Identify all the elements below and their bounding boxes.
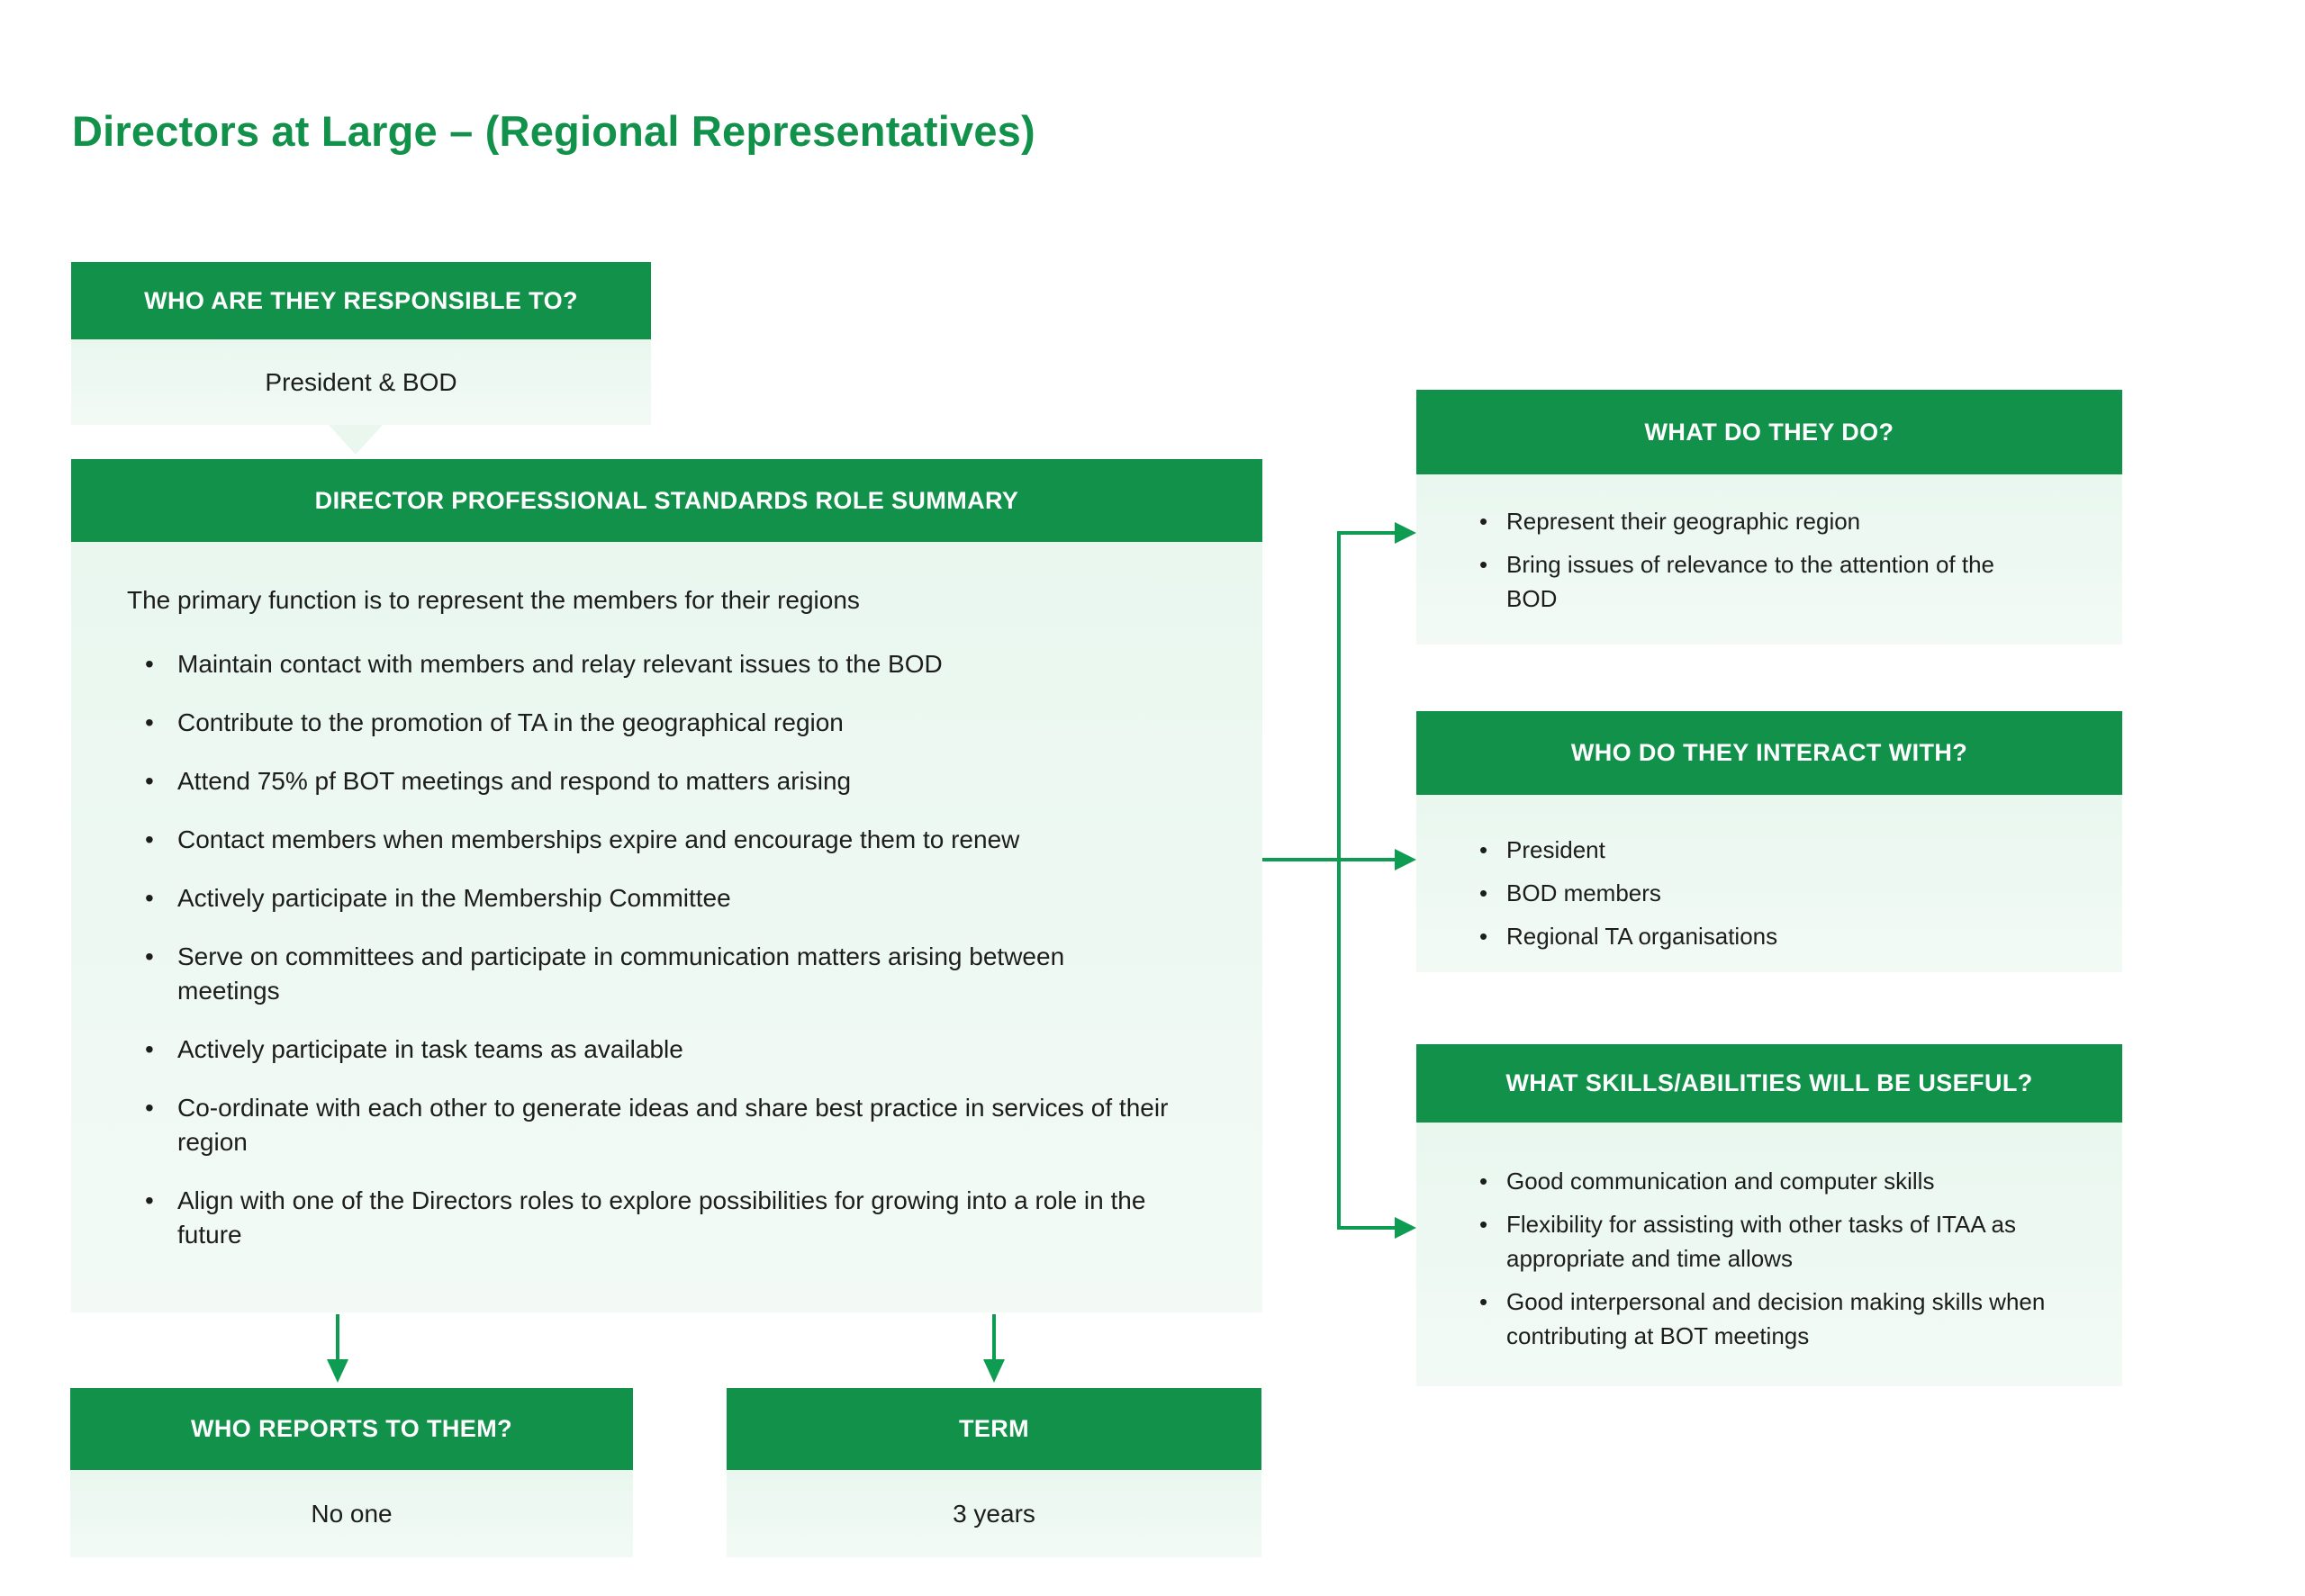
bullet-item: • President [1479,833,2047,867]
arrowhead-interact-with-icon [1395,849,1416,870]
bullet-item: • Good communication and computer skills [1479,1164,2047,1198]
bullet-item: • Flexibility for assisting with other tasks of ITAA as appropriate and time allows [1479,1207,2047,1276]
interact-with-box [1416,711,2122,972]
term-box [727,1388,1261,1557]
responsible-to-box [71,262,651,425]
what-do-they-do-list [1479,504,2086,616]
role-summary-list [127,647,1217,1252]
bullet-item: • Align with one of the Directors roles to explore possibilities for growing into a role in the future [127,1184,1171,1252]
bullet-item: • BOD members [1479,876,2047,910]
interact-with-header: WHO DO THEY INTERACT WITH? [1416,711,2122,795]
interact-with-body [1416,795,2122,972]
what-do-they-do-box [1416,390,2122,645]
bullet-item: • Contact members when memberships expire and encourage them to renew [127,823,1171,857]
skills-box [1416,1044,2122,1386]
what-do-they-do-body [1416,474,2122,645]
term-header: TERM [727,1388,1261,1470]
bullet-item: • Bring issues of relevance to the attention of the BOD [1479,547,2047,616]
term-value: 3 years [727,1470,1261,1557]
page-title: Directors at Large – (Regional Representatives) [72,107,1035,155]
bullet-item: • Represent their geographic region [1479,504,2047,538]
arrowhead-term-icon [983,1359,1005,1383]
skills-body [1416,1123,2122,1386]
arrowhead-skills-icon [1395,1217,1416,1239]
bullet-item: • Serve on committees and participate in communication matters arising between meetings [127,940,1171,1008]
responsible-to-value: President & BOD [71,339,651,425]
bullet-item: • Regional TA organisations [1479,919,2047,953]
arrowhead-what-do-they-do-icon [1395,522,1416,544]
bullet-item: • Good interpersonal and decision making skills when contributing at BOT meetings [1479,1285,2047,1353]
role-summary-body [71,542,1262,1312]
bullet-item: • Maintain contact with members and relay relevant issues to the BOD [127,647,1171,681]
skills-header: WHAT SKILLS/ABILITIES WILL BE USEFUL? [1416,1044,2122,1123]
bullet-item: • Co-ordinate with each other to generate ideas and share best practice in services of their region [127,1091,1171,1159]
reports-to-box [70,1388,633,1557]
skills-list [1479,1164,2086,1353]
reports-to-value: No one [70,1470,633,1557]
role-summary-intro: The primary function is to represent the members for their regions [127,586,860,614]
responsible-to-header: WHO ARE THEY RESPONSIBLE TO? [71,262,651,339]
what-do-they-do-header: WHAT DO THEY DO? [1416,390,2122,474]
interact-with-list [1479,833,2086,953]
bullet-item: • Actively participate in task teams as available [127,1032,1171,1067]
bullet-item: • Contribute to the promotion of TA in the geographical region [127,706,1171,740]
callout-pointer-icon [329,425,383,455]
bullet-item: • Actively participate in the Membership Committee [127,881,1171,915]
role-summary-header: DIRECTOR PROFESSIONAL STANDARDS ROLE SUMMARY [71,459,1262,542]
role-summary-box [71,459,1262,1312]
arrowhead-reports-to-icon [327,1359,348,1383]
bullet-item: • Attend 75% pf BOT meetings and respond to matters arising [127,764,1171,798]
reports-to-header: WHO REPORTS TO THEM? [70,1388,633,1470]
